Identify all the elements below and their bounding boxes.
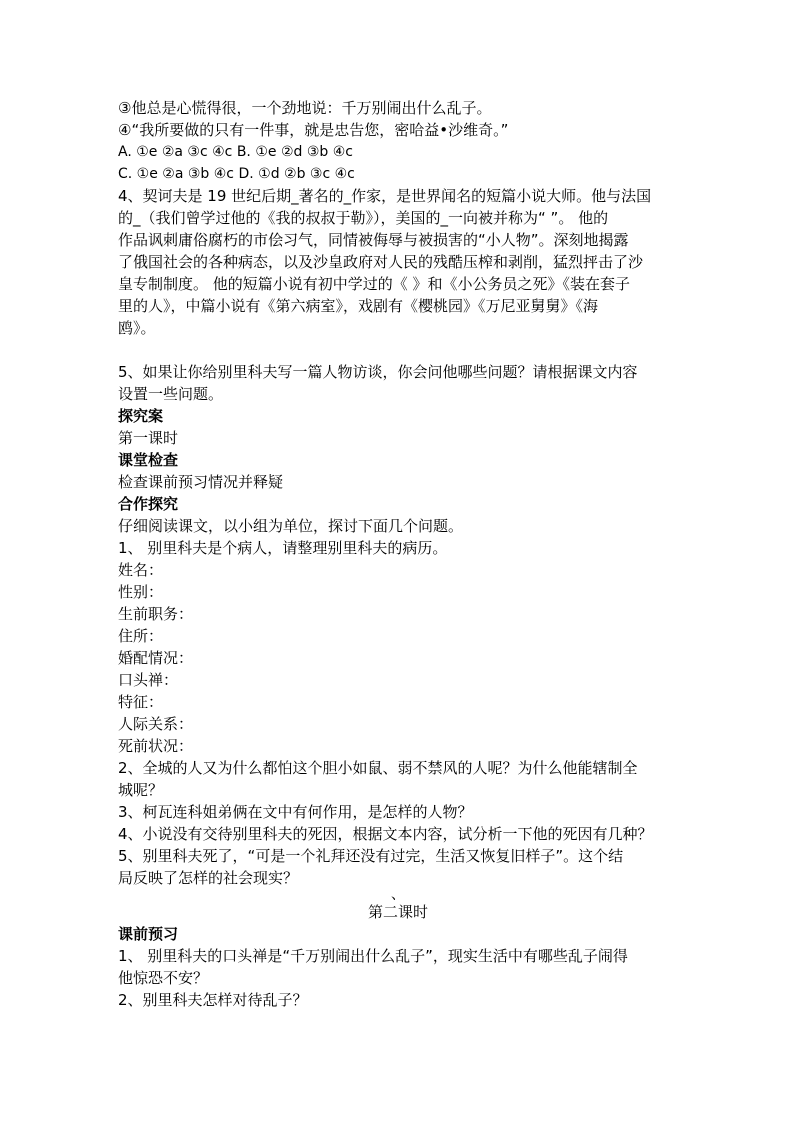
question-2-line-2: 城呢？ xyxy=(118,781,164,799)
question-5-line-2: 局反映了怎样的社会现实？ xyxy=(118,869,299,887)
text-line-4-7: 鸥》。 xyxy=(118,319,156,337)
blank-line xyxy=(118,339,678,361)
text-line-5-1: 5、如果让你给别里科夫写一篇人物访谈，你会问他哪些问题？请根据课文内容 xyxy=(118,363,638,381)
option-line-cd: C. ①e ②a ③b ④c D. ①d ②b ③c ④c xyxy=(118,166,355,182)
text-line-5-2: 设置一些问题。 xyxy=(118,385,224,403)
text-check: 检查课前预习情况并释疑 xyxy=(118,473,284,491)
field-name: 姓名： xyxy=(118,561,164,579)
field-marriage: 婚配情况： xyxy=(118,649,194,667)
question-4: 4、小说没有交待别里科夫的死因，根据文本内容，试分析一下他的死因有几种？ xyxy=(118,825,653,843)
field-gender: 性别： xyxy=(118,583,164,601)
option-line-ab: A. ①e ②a ③c ④c B. ①e ②d ③b ④c xyxy=(118,144,353,160)
section-heading-cooperate: 合作探究 xyxy=(118,495,179,513)
field-condition: 死前状况： xyxy=(118,737,194,755)
text-line-4-5: 皇专制制度。 他的短篇小说有初中学过的《 》和《小公务员之死》《装在套子 xyxy=(118,275,631,293)
lesson-label-second: 第二课时 xyxy=(367,903,428,921)
section-heading-check: 课堂检查 xyxy=(118,451,179,469)
text-line-4-1: 4、契诃夫是 19 世纪后期_著名的_作家，是世界闻名的短篇小说大师。他与法国 xyxy=(118,187,652,205)
text-line-4-2: 的_（我们曾学过他的《我的叔叔于勒》），美国的_一向被并称为“ ”。 他的 xyxy=(118,209,609,227)
field-catchphrase: 口头禅： xyxy=(118,671,179,689)
section-heading-explore: 探究案 xyxy=(118,407,164,425)
question-5-line-1: 5、别里科夫死了，“可是一个礼拜还没有过完，生活又恢复旧样子”。这个结 xyxy=(118,847,624,865)
text-instruction: 仔细阅读课文，以小组为单位，探讨下面几个问题。 xyxy=(118,517,464,535)
document-page xyxy=(118,97,678,1011)
section-heading-preview: 课前预习 xyxy=(118,925,179,943)
text-line-2: ④“我所要做的只有一件事，就是忠告您，密哈益•沙维奇。” xyxy=(118,121,509,139)
stray-mark: 、 xyxy=(391,887,405,903)
text-line-4-6: 里的人》，中篇小说有《第六病室》，戏剧有《樱桃园》《万尼亚舅舅》《海 xyxy=(118,297,599,315)
field-relations: 人际关系： xyxy=(118,715,194,733)
field-position: 生前职务： xyxy=(118,605,194,623)
text-line-4-4: 了俄国社会的各种病态，以及沙皇政府对人民的残酷压榨和剥削，猛烈抨击了沙 xyxy=(118,253,644,271)
preview-question-1-line-1: 1、 别里科夫的口头禅是“千万别闹出什么乱子”，现实生活中有哪些乱子闹得 xyxy=(118,947,628,965)
field-features: 特征： xyxy=(118,693,164,711)
question-3: 3、柯瓦连科姐弟俩在文中有何作用，是怎样的人物？ xyxy=(118,803,473,821)
text-line-1: ③他总是心慌得很，一个劲地说：千万别闹出什么乱子。 xyxy=(118,99,492,117)
field-residence: 住所： xyxy=(118,627,164,645)
question-2-line-1: 2、全城的人又为什么都怕这个胆小如鼠、弱不禁风的人呢？为什么他能辖制全 xyxy=(118,759,638,777)
text-line-4-3: 作品讽刺庸俗腐朽的市侩习气，同情被侮辱与被损害的“小人物”。深刻地揭露 xyxy=(118,231,629,249)
lesson-label-first: 第一课时 xyxy=(118,429,179,447)
question-1: 1、 别里科夫是个病人，请整理别里科夫的病历。 xyxy=(118,539,448,557)
preview-question-2: 2、别里科夫怎样对待乱子？ xyxy=(118,991,308,1009)
preview-question-1-line-2: 他惊恐不安？ xyxy=(118,969,209,987)
